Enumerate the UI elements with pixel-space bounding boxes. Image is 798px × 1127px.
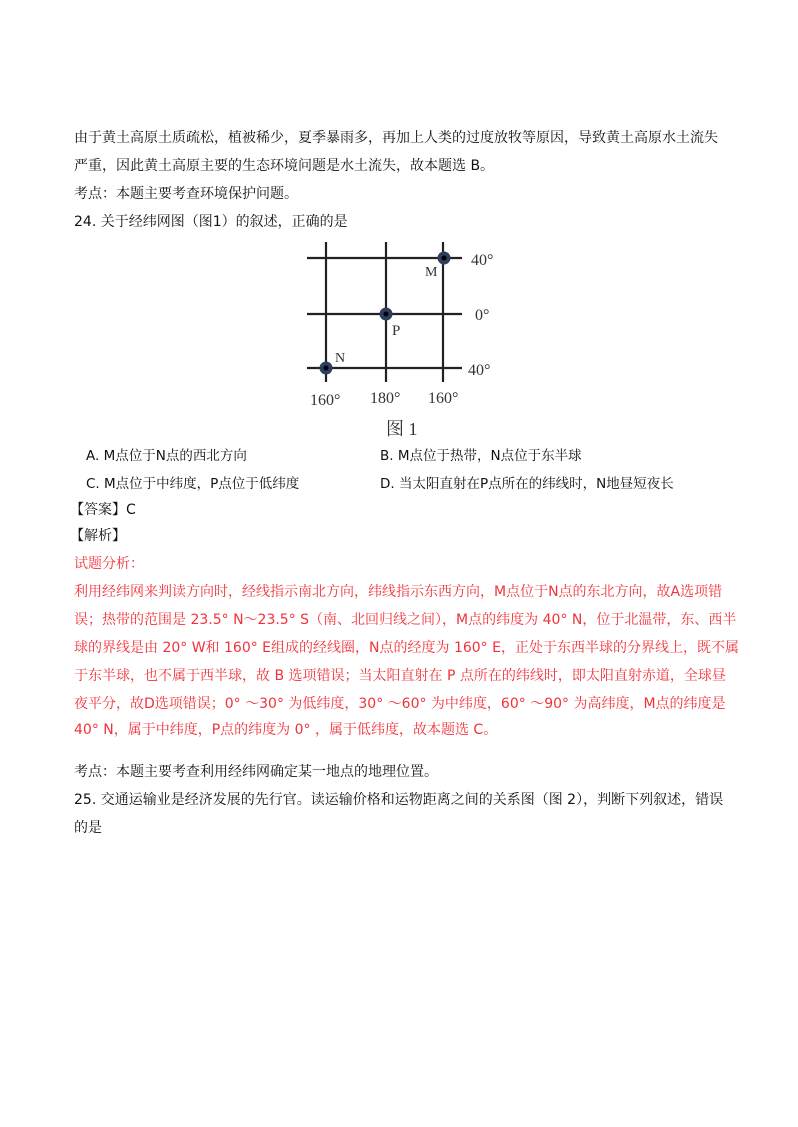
analysis-line: 40° N，属于中纬度，P点的纬度为 0° ，属于低纬度，故本题选 C。	[74, 722, 498, 738]
analysis-line: 利用经纬网来判读方向时，经线指示南北方向，纬线指示东西方向，M点位于N点的东北方向，故A选项错	[74, 584, 723, 600]
label-p: P	[392, 323, 401, 339]
prev-explanation-line: 由于黄土高原土质疏松，植被稀少，夏季暴雨多，再加上人类的过度放牧等原因，导致黄土高原水土流失	[74, 130, 718, 146]
q25-stem-cont: 的是	[74, 820, 102, 836]
option-b: B. M点位于热带，N点位于东半球	[380, 448, 582, 464]
q25-stem: 25. 交通运输业是经济发展的先行官。读运输价格和运物距离之间的关系图（图 2），判断下列叙述，错误	[74, 792, 724, 808]
lon-label-160e: 160°	[310, 392, 341, 409]
option-c: C. M点位于中纬度，P点位于低纬度	[86, 476, 300, 492]
label-m: M	[425, 265, 438, 280]
answer: 【答案】C	[70, 502, 136, 518]
prev-kaodian: 考点：本题主要考查环境保护问题。	[74, 186, 298, 202]
analysis-line: 夜平分，故D选项错误；0° ～30° 为低纬度，30° ～60° 为中纬度，60° ～90° 为高纬度，M点的纬度是	[74, 696, 726, 712]
lat-label-0: 0°	[475, 307, 490, 324]
point-p	[380, 308, 393, 321]
label-n: N	[335, 351, 346, 366]
lon-label-180: 180°	[370, 390, 401, 407]
q24-kaodian: 考点：本题主要考查利用经纬网确定某一地点的地理位置。	[74, 764, 438, 780]
analysis-heading: 【解析】	[70, 528, 126, 544]
point-m	[438, 252, 451, 265]
analysis-subheading: 试题分析：	[74, 556, 144, 572]
option-a: A. M点位于N点的西北方向	[86, 448, 247, 464]
figure-caption: 图 1	[386, 419, 418, 439]
point-n	[320, 362, 333, 375]
lon-label-160w: 160°	[428, 390, 459, 407]
analysis-line: 误；热带的范围是 23.5° N～23.5° S（南、北回归线之间），M点的纬度为 40° N，位于北温带，东、西半	[74, 612, 737, 628]
lat-label-40n: 40°	[471, 252, 494, 269]
prev-explanation-line: 严重，因此黄土高原主要的生态环境问题是水土流失，故本题选 B。	[74, 158, 495, 174]
lat-lon-grid-figure	[290, 235, 510, 445]
option-d: D. 当太阳直射在P点所在的纬线时，N地昼短夜长	[380, 476, 674, 492]
analysis-line: 球的界线是由 20° W和 160° E组成的经线圈，N点的经度为 160° E，正处于东西半球的分界线上，既不属	[74, 640, 739, 656]
q24-stem: 24. 关于经纬网图（图1）的叙述，正确的是	[74, 214, 348, 230]
lat-label-40s: 40°	[468, 362, 491, 379]
analysis-line: 于东半球，也不属于西半球，故 B 选项错误；当太阳直射在 P 点所在的纬线时，即太阳直射赤道，全球昼	[74, 668, 726, 684]
